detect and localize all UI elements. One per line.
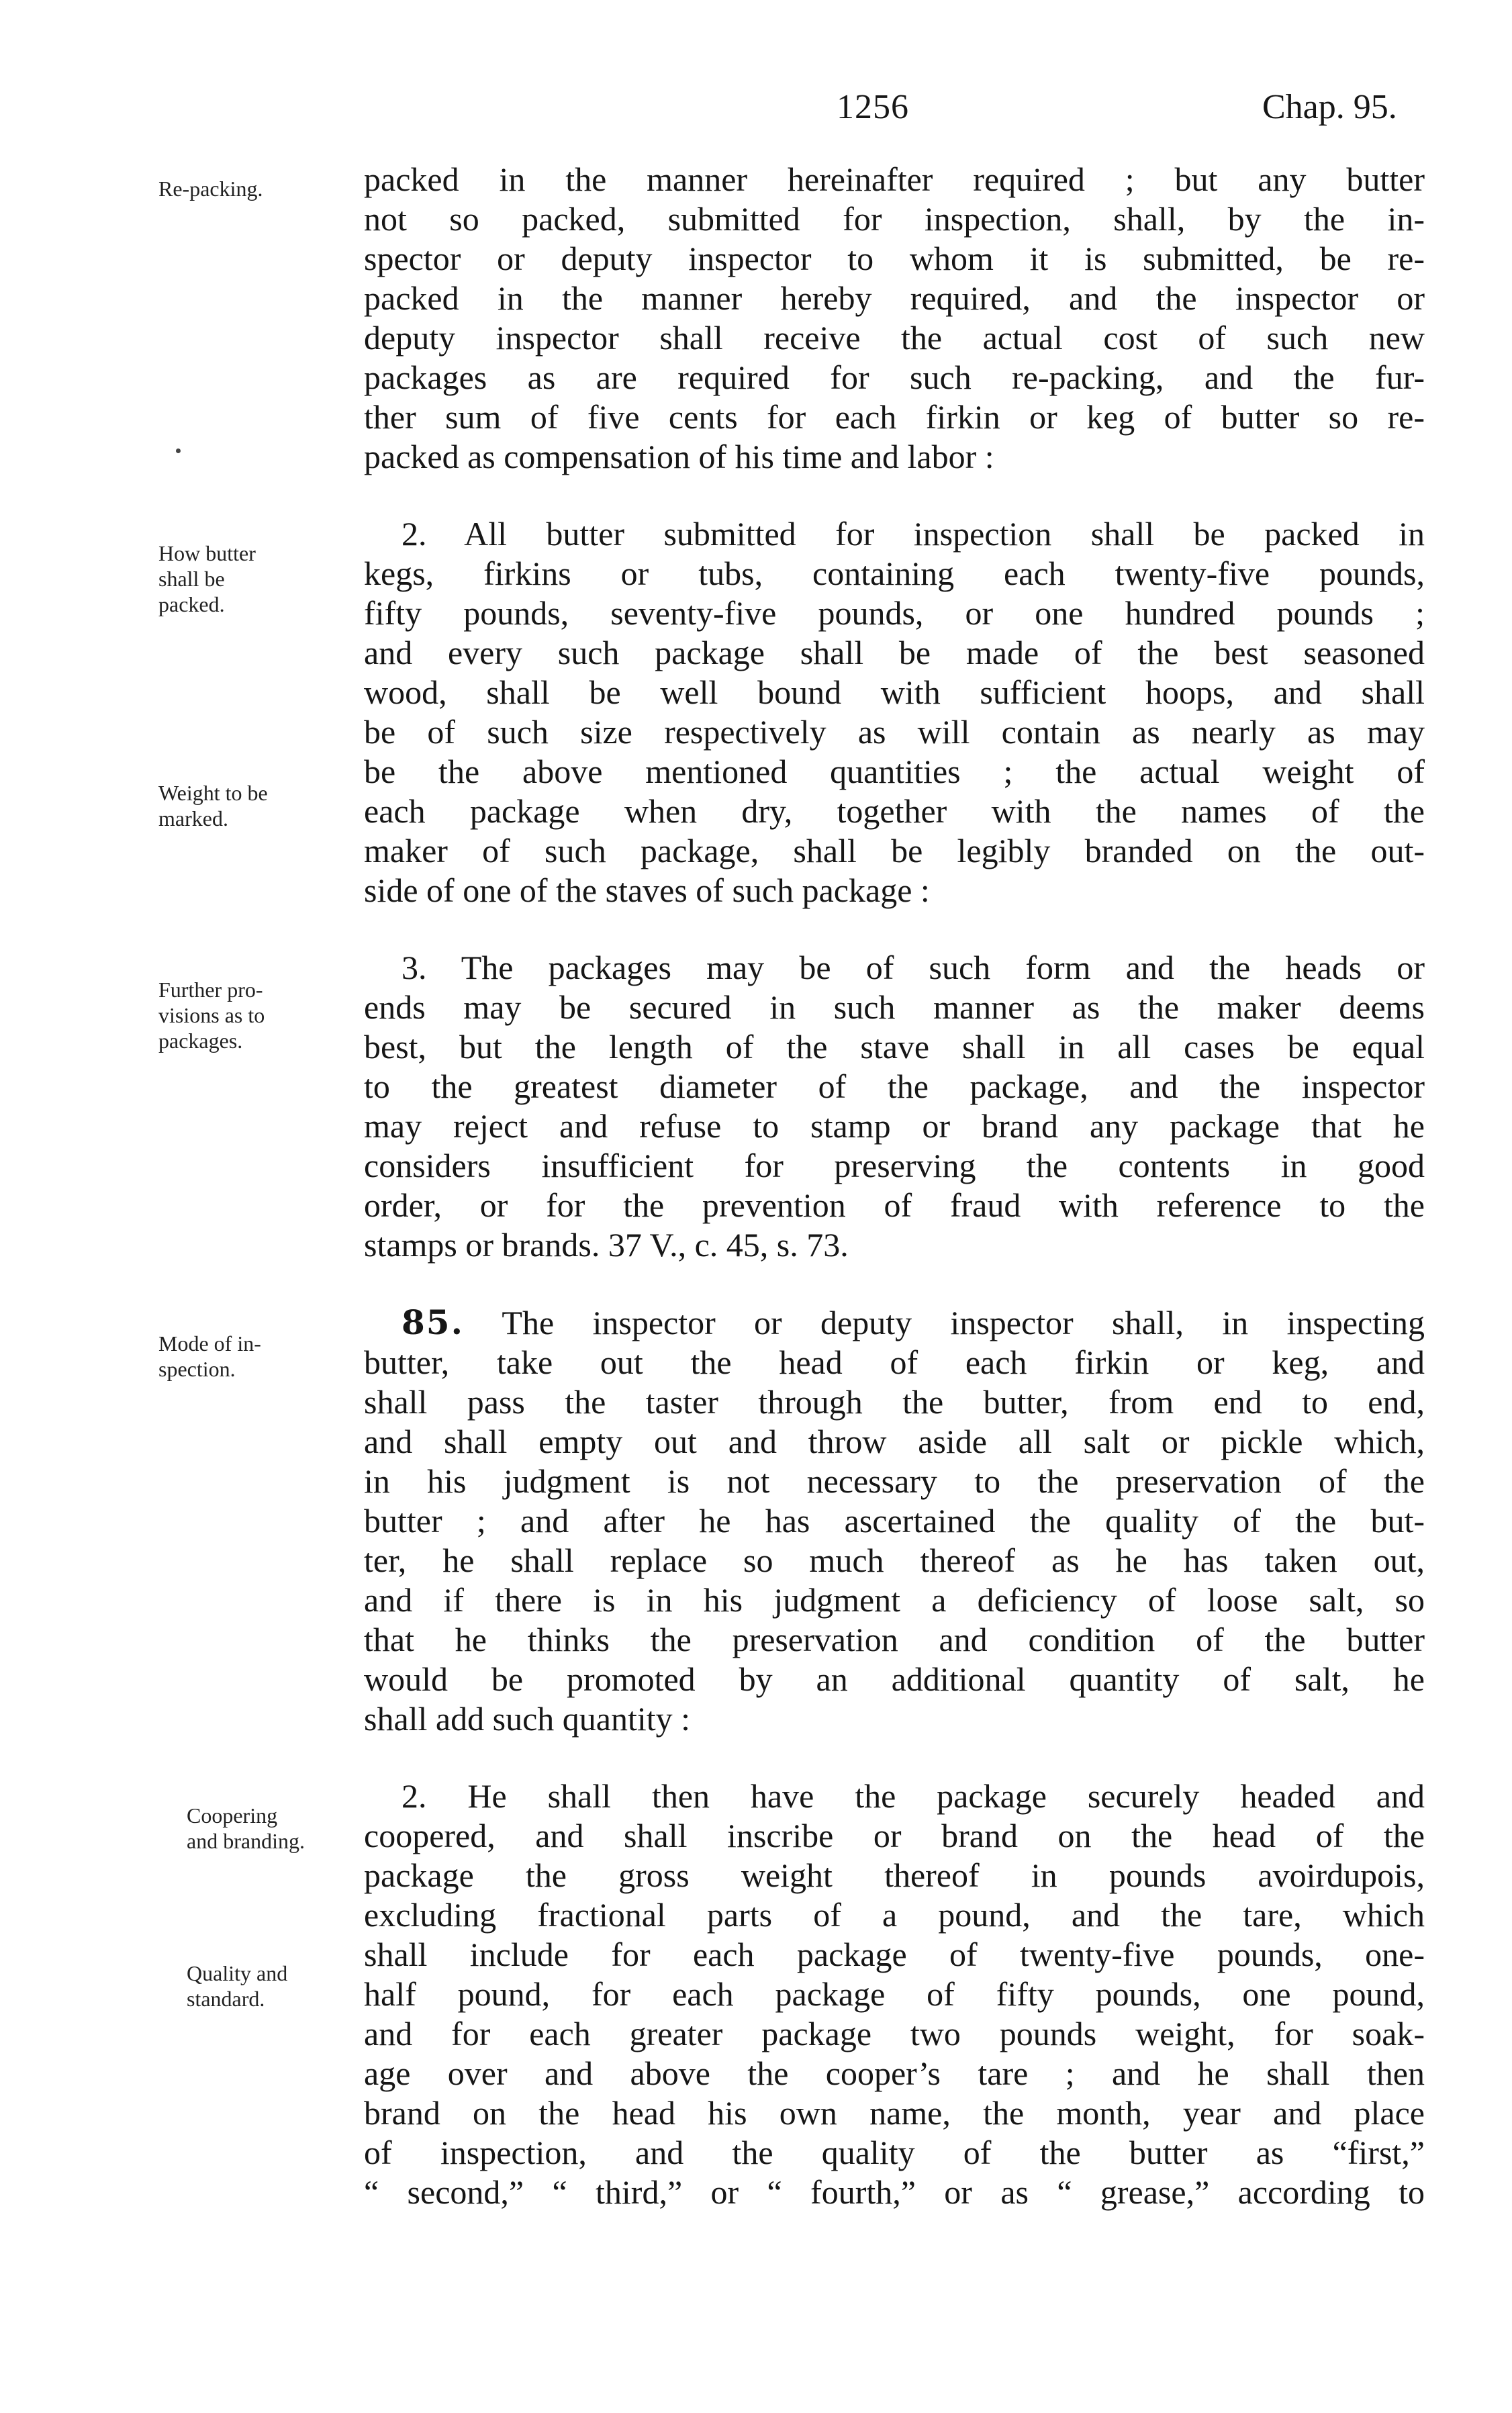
margin-note-coopering: Coopering and branding. bbox=[187, 1803, 305, 1853]
body-text bbox=[364, 160, 1425, 2250]
page-number: 1256 bbox=[837, 88, 909, 126]
margin-note-re-packing: Re-packing. bbox=[158, 177, 263, 201]
margin-note-further-provisions: Further pro- visions as to packages. bbox=[158, 978, 265, 1053]
paragraph-further-provisions: 3. The packages may be of such form and the heads or ends may be secured in such manner as the maker deems best, but the length of the stave shall in all cases be equal to the greatest diameter of the package, and the inspector may reject and refuse to stamp or brand any package that he considers insufficient for preserving the contents in good order, or for the prevention of fraud with reference to the stamps or brands. 37 V., c. 45, s. 73. bbox=[364, 949, 1425, 1264]
paragraph-coopering: 2. He shall then have the package securely headed and coopered, and shall inscribe or brand on the head of the package the gross weight thereof in pounds avoirdupois, excluding fractional parts of a pound, and the tare, which shall include for each package of twenty-five pounds, one- half pound, for each package of fifty pounds, one pound, and for each greater package two pounds weight, for soak- age over and above the cooper’s tare ; and he shall then brand on the head his own name, the month, year and place of inspection, and the quality of the butter as “first,” “ second,” “ third,” or “ fourth,” or as “ grease,” according to bbox=[364, 1777, 1425, 2211]
section-number: 85. bbox=[401, 1303, 464, 1342]
paragraph-mode-of-inspection: 85. The inspector or deputy inspector shall, in inspecting butter, take out the head of each firkin or keg, and shall pass the taster through the butter, from end to end, and shall empty out and throw aside all salt or pickle which, in his judgment is not necessary to the preservation of the butter ; and after he has ascertained the quality of the but- ter, he shall replace so much thereof as he has taken out, and if there is in his judgment a deficiency of loose salt, so that he thinks the preservation and condition of the butter would be promoted by an additional quantity of salt, he shall add such quantity : bbox=[364, 1303, 1425, 1738]
margin-note-mode-of-inspection: Mode of in- spection. bbox=[158, 1331, 261, 1381]
chapter-heading: Chap. 95. bbox=[1262, 88, 1397, 126]
stray-dot-mark bbox=[176, 448, 181, 453]
margin-notes bbox=[0, 0, 363, 2413]
margin-note-weight-marked: Weight to be marked. bbox=[158, 781, 268, 831]
paragraph-how-packed: 2. All butter submitted for inspection shall be packed in kegs, firkins or tubs, containing each twenty-five pounds, fifty pounds, seventy-five pounds, or one hundred pounds ; and every such package shall be made of the best seasoned wood, shall be well bound with sufficient hoops, and shall be of such size respectively as will contain as nearly as may be the above mentioned quantities ; the actual weight of each package when dry, together with the names of the maker of such package, shall be legibly branded on the out- side of one of the staves of such package : bbox=[364, 515, 1425, 909]
paragraph-repacking: packed in the manner hereinafter required ; but any butter not so packed, submitted for inspection, shall, by the in- spector or deputy inspector to whom it is submitted, be re- packed in the manner hereby required, and the inspector or deputy inspector shall receive the actual cost of such new packages as are required for such re-packing, and the fur- ther sum of five cents for each firkin or keg of butter so re- packed as compensation of his time and labor : bbox=[364, 160, 1425, 475]
margin-note-how-butter-packed: How butter shall be packed. bbox=[158, 541, 256, 616]
margin-note-quality-standard: Quality and standard. bbox=[187, 1961, 288, 2011]
